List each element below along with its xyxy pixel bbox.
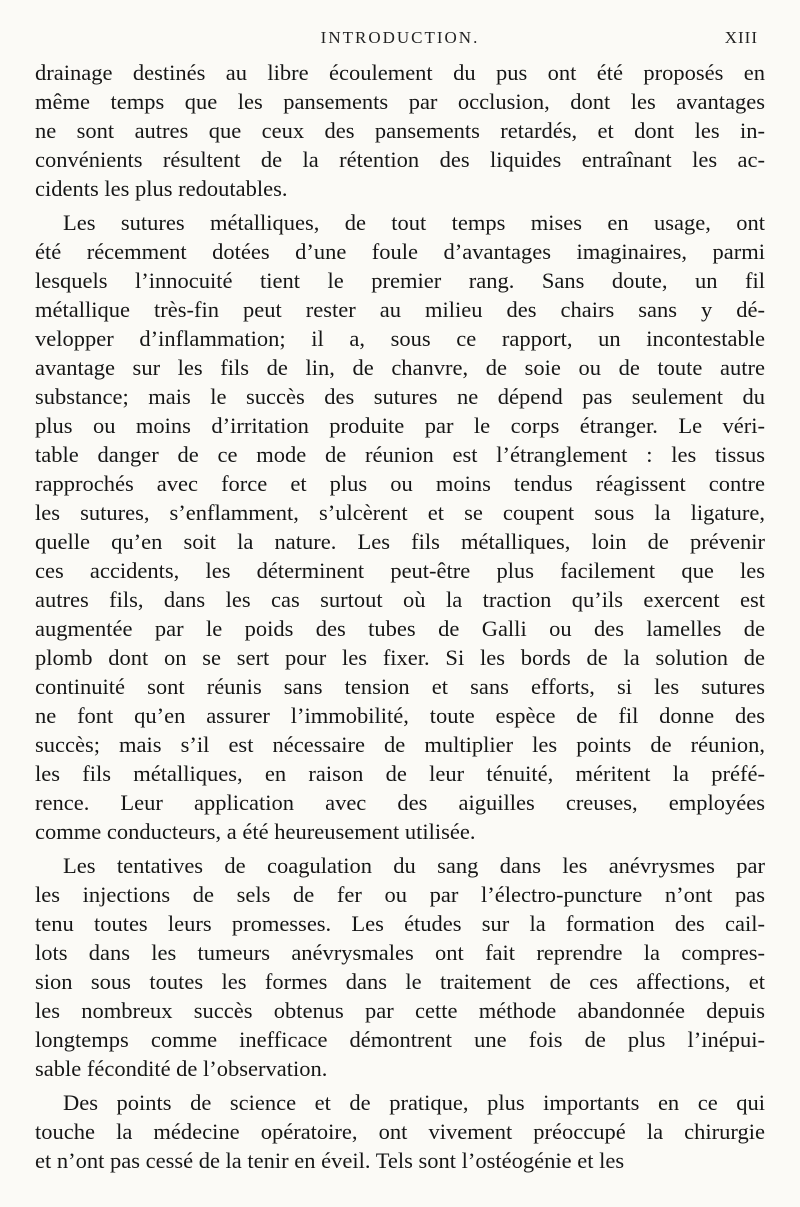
text-line: table danger de ce mode de réunion est l’étranglement : les tissus <box>35 442 765 467</box>
page-number: XIII <box>724 28 758 47</box>
text-line: Des points de science et de pratique, plus importants en ce qui <box>63 1090 765 1115</box>
running-head <box>36 28 764 52</box>
text-line: touche la médecine opératoire, ont vivement préoccupé la chirurgie <box>35 1119 765 1144</box>
text-line: Les sutures métalliques, de tout temps mises en usage, ont <box>63 210 765 235</box>
text-line: drainage destinés au libre écoulement du pus ont été proposés en <box>35 60 765 85</box>
text-line: les sutures, s’enflamment, s’ulcèrent et se coupent sous la ligature, <box>35 500 765 525</box>
text-line: et n’ont pas cessé de la tenir en éveil. Tels sont l’ostéogénie et les <box>35 1148 625 1173</box>
text-line: les nombreux succès obtenus par cette méthode abandonnée depuis <box>35 998 765 1023</box>
text-line: métallique très-fin peut rester au milieu des chairs sans y dé- <box>35 297 765 322</box>
text-line: substance; mais le succès des sutures ne dépend pas seulement du <box>35 384 765 409</box>
text-line: augmentée par le poids des tubes de Galli ou des lamelles de <box>35 616 765 641</box>
text-line: avantage sur les fils de lin, de chanvre, de soie ou de toute autre <box>35 355 765 380</box>
text-line: même temps que les pansements par occlusion, dont les avantages <box>35 89 765 114</box>
text-line: quelle qu’en soit la nature. Les fils métalliques, loin de prévenir <box>35 529 765 554</box>
paragraph <box>35 1088 765 1175</box>
text-line: comme conducteurs, a été heureusement utilisée. <box>35 819 476 844</box>
text-line: continuité sont réunis sans tension et sans efforts, si les sutures <box>35 674 765 699</box>
text-line: plus ou moins d’irritation produite par le corps étranger. Le véri- <box>35 413 765 438</box>
text-line: sable fécondité de l’observation. <box>35 1056 328 1081</box>
running-title: INTRODUCTION. <box>320 28 480 47</box>
text-line: Les tentatives de coagulation du sang dans les anévrysmes par <box>63 853 765 878</box>
text-line: rence. Leur application avec des aiguilles creuses, employées <box>35 790 765 815</box>
text-line: plomb dont on se sert pour les fixer. Si les bords de la solution de <box>35 645 765 670</box>
text-line: autres fils, dans les cas surtout où la traction qu’ils exercent est <box>35 587 765 612</box>
text-line: longtemps comme inefficace démontrent une fois de plus l’inépui- <box>35 1027 765 1052</box>
paragraph <box>35 851 765 1083</box>
paragraph <box>35 208 765 846</box>
text-line: sion sous toutes les formes dans le traitement de ces affections, et <box>35 969 765 994</box>
text-line: rapprochés avec force et plus ou moins tendus réagissent contre <box>35 471 765 496</box>
text-line: ces accidents, les déterminent peut-être plus facilement que les <box>35 558 765 583</box>
text-line: ne font qu’en assurer l’immobilité, toute espèce de fil donne des <box>35 703 765 728</box>
text-line: tenu toutes leurs promesses. Les études sur la formation des cail- <box>35 911 765 936</box>
text-line: velopper d’inflammation; il a, sous ce rapport, un incontestable <box>35 326 765 351</box>
text-line: convénients résultent de la rétention des liquides entraînant les ac- <box>35 147 765 172</box>
text-line: lesquels l’innocuité tient le premier rang. Sans doute, un fil <box>35 268 765 293</box>
text-line: les fils métalliques, en raison de leur ténuité, méritent la préfé- <box>35 761 765 786</box>
body-text <box>35 58 765 1175</box>
text-line: succès; mais s’il est nécessaire de multiplier les points de réunion, <box>35 732 765 757</box>
paragraph <box>35 58 765 203</box>
text-line: lots dans les tumeurs anévrysmales ont fait reprendre la compres- <box>35 940 765 965</box>
text-line: cidents les plus redoutables. <box>35 176 288 201</box>
text-line: été récemment dotées d’une foule d’avantages imaginaires, parmi <box>35 239 765 264</box>
text-line: ne sont autres que ceux des pansements retardés, et dont les in- <box>35 118 765 143</box>
text-line: les injections de sels de fer ou par l’électro-puncture n’ont pas <box>35 882 765 907</box>
